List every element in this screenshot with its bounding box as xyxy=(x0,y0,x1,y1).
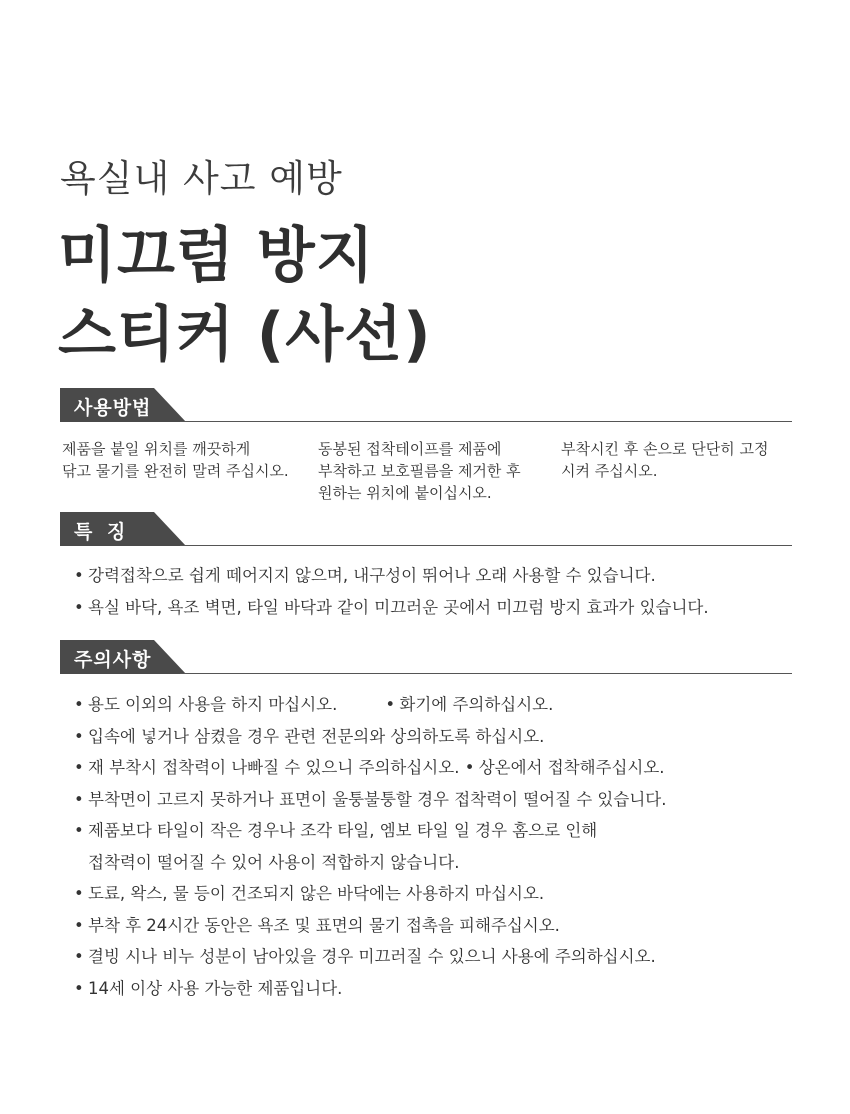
list-item: • 강력접착으로 쉽게 떼어지지 않으며, 내구성이 뛰어나 오래 사용할 수 있습니다. xyxy=(74,560,709,592)
section-header-features xyxy=(60,512,792,546)
usage-step-1 xyxy=(62,438,289,482)
usage-step-2 xyxy=(318,438,521,504)
usage-step-2-line: 동봉된 접착테이프를 제품에 xyxy=(318,440,502,458)
bullet-icon: • xyxy=(385,695,396,714)
list-item: • 용도 이외의 사용을 하지 마십시오. • 화기에 주의하십시오. xyxy=(74,689,666,721)
section-label-features: 특 징 xyxy=(74,521,130,543)
section-header-usage xyxy=(60,388,792,422)
usage-step-1-line: 제품을 붙일 위치를 깨끗하게 xyxy=(62,440,251,458)
section-divider xyxy=(180,673,792,674)
usage-step-1-line: 닦고 물기를 완전히 말려 주십시오. xyxy=(62,462,289,480)
list-item: • 14세 이상 사용 가능한 제품입니다. xyxy=(74,973,666,1005)
usage-step-3 xyxy=(561,438,768,482)
list-item: • 욕실 바닥, 욕조 벽면, 타일 바닥과 같이 미끄러운 곳에서 미끄럼 방지 효과가 있습니다. xyxy=(74,592,709,624)
section-divider xyxy=(180,545,792,546)
section-label-cautions: 주의사항 xyxy=(74,649,152,671)
bullet-icon: • xyxy=(74,789,84,809)
list-item: • 도료, 왁스, 물 등이 건조되지 않은 바닥에는 사용하지 마십시오. xyxy=(74,878,666,910)
cautions-list xyxy=(74,689,666,1004)
section-label-usage: 사용방법 xyxy=(74,397,152,419)
usage-step-3-line: 부착시킨 후 손으로 단단히 고정 xyxy=(561,440,769,458)
bullet-icon: • xyxy=(74,915,84,935)
list-item: • 제품보다 타일이 작은 경우나 조각 타일, 엠보 타일 일 경우 홈으로 인해 xyxy=(74,815,666,847)
bullet-icon: • xyxy=(464,758,475,777)
section-header-cautions xyxy=(60,640,792,674)
list-item: • 부착면이 고르지 못하거나 표면이 울퉁불퉁할 경우 접착력이 떨어질 수 있습니다. xyxy=(74,784,666,816)
section-divider xyxy=(180,421,792,422)
title-line-1: 미끄럼 방지 xyxy=(58,221,375,291)
usage-step-2-line: 부착하고 보호필름을 제거한 후 xyxy=(318,462,521,480)
bullet-icon: • xyxy=(74,978,84,998)
bullet-icon: • xyxy=(74,726,84,746)
bullet-icon: • xyxy=(74,821,84,840)
title-line-2: 스티커 (사선) xyxy=(58,300,432,370)
list-item: • 재 부착시 접착력이 나빠질 수 있으니 주의하십시오. • 상온에서 접착해주십시오. xyxy=(74,752,666,784)
usage-step-3-line: 시켜 주십시오. xyxy=(561,462,658,480)
bullet-icon: • xyxy=(74,597,84,617)
bullet-icon: • xyxy=(74,566,84,585)
list-item: • 부착 후 24시간 동안은 욕조 및 표면의 물기 접촉을 피해주십시오. xyxy=(74,910,666,942)
bullet-icon: • xyxy=(74,758,84,777)
bullet-icon: • xyxy=(74,947,84,966)
list-item: • 입속에 넣거나 삼켰을 경우 관련 전문의와 상의하도록 하십시오. xyxy=(74,721,666,753)
list-item: • 결빙 시나 비누 성분이 남아있을 경우 미끄러질 수 있으니 사용에 주의하십시오. xyxy=(74,941,666,973)
bullet-icon: • xyxy=(74,695,84,714)
subtitle: 욕실내 사고 예방 xyxy=(60,157,343,200)
bullet-icon: • xyxy=(74,884,84,903)
list-item-continuation: 접착력이 떨어질 수 있어 사용이 적합하지 않습니다. xyxy=(88,852,460,872)
usage-step-2-line: 원하는 위치에 붙이십시오. xyxy=(318,484,492,502)
features-list xyxy=(74,560,709,623)
